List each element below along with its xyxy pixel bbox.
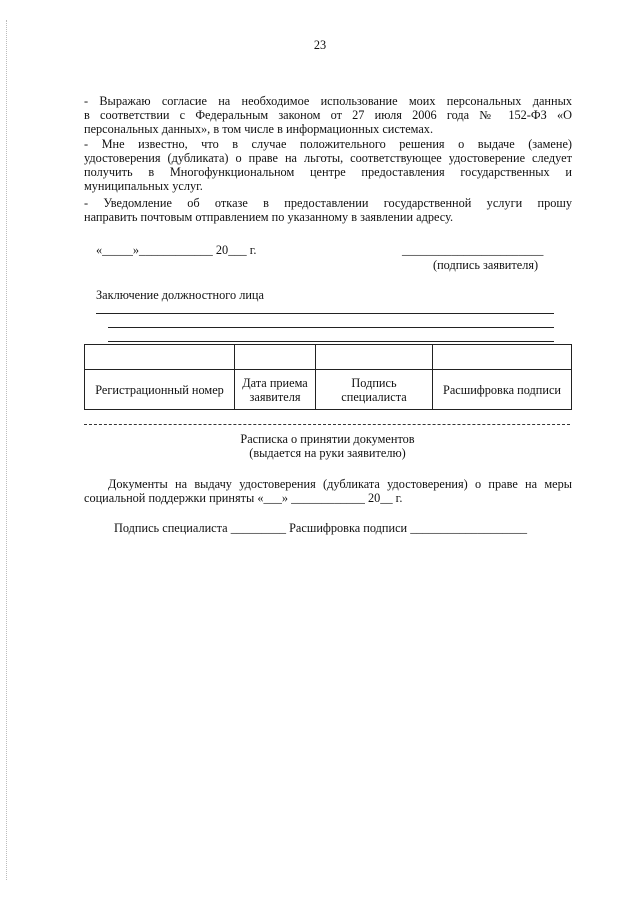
registration-table <box>84 344 572 410</box>
reception-date-cell <box>235 345 316 370</box>
receipt-text-line-2: социальной поддержки приняты «___» ____________ 20__ г. <box>84 491 403 505</box>
signature-transcript-cell <box>433 345 572 370</box>
receipt-signature-line: Подпись специалиста _________ Расшифровка подписи ___________________ <box>114 521 528 535</box>
notice-line-2: удостоверения (дубликата) о праве на льготы, соответствующее удостоверение следует <box>84 151 572 165</box>
conclusion-line-1 <box>96 313 554 314</box>
official-conclusion-label: Заключение должностного лица <box>96 288 264 302</box>
refusal-line-2: направить почтовым отправлением по указанному в заявлении адресу. <box>84 210 454 224</box>
page-number: 23 <box>313 38 327 52</box>
notice-line-3: получить в Многофункциональном центре предоставления государственных и <box>84 165 572 179</box>
conclusion-line-3 <box>108 341 554 342</box>
scan-margin-artifact <box>6 20 9 880</box>
notice-line-4: муниципальных услуг. <box>84 179 203 193</box>
date-field: «_____»____________ 20___ г. <box>96 243 257 257</box>
applicant-signature-line: _______________________ <box>402 243 544 257</box>
consent-line-1: - Выражаю согласие на необходимое использование моих персональных данных <box>84 94 572 108</box>
receipt-text-line-1: Документы на выдачу удостоверения (дубликата удостоверения) о праве на меры <box>108 477 572 491</box>
notice-line-1: - Мне известно, что в случае положительного решения о выдаче (замене) <box>84 137 572 151</box>
consent-line-3: персональных данных», в том числе в информационных системах. <box>84 122 434 136</box>
consent-line-2: в соответствии с Федеральным законом от 27 июля 2006 года № 152-ФЗ «О <box>84 108 572 122</box>
conclusion-line-2 <box>108 327 554 328</box>
registration-number-cell <box>85 345 235 370</box>
refusal-line-1: - Уведомление об отказе в предоставлении государственной услуги прошу <box>84 196 572 210</box>
cut-line <box>84 424 570 425</box>
specialist-signature-cell <box>316 345 433 370</box>
applicant-signature-caption: (подпись заявителя) <box>433 258 539 272</box>
receipt-title: Расписка о принятии документов <box>240 432 415 446</box>
header-registration-number: Регистрационный номер <box>85 370 235 410</box>
table-row-empty <box>85 345 572 370</box>
header-specialist-signature: Подпись специалиста <box>316 370 433 410</box>
header-signature-transcript: Расшифровка подписи <box>433 370 572 410</box>
header-reception-date: Дата приема заявителя <box>235 370 316 410</box>
table-row-headers <box>85 370 572 410</box>
receipt-subtitle: (выдается на руки заявителю) <box>249 446 406 460</box>
